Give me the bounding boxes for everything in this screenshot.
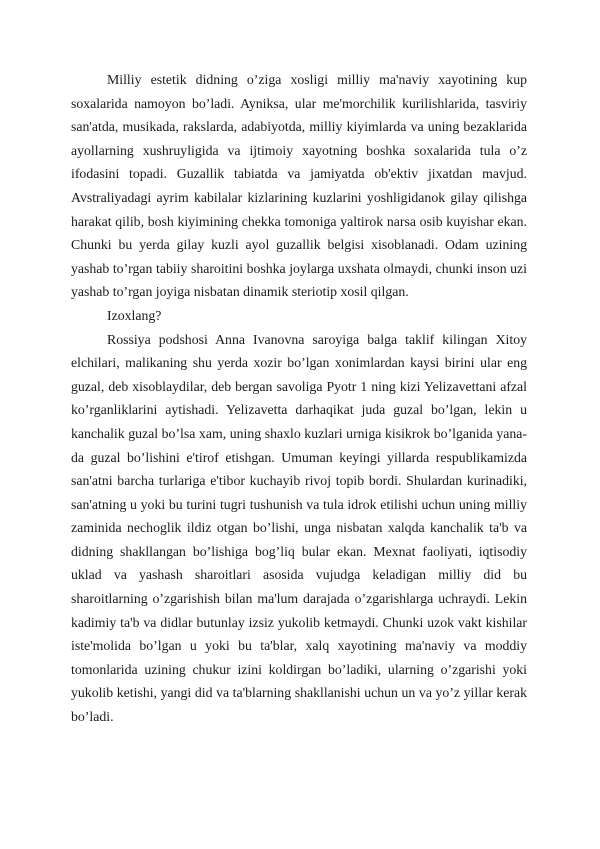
document-body	[71, 68, 527, 729]
paragraph-milliy-estetik: Milliy estetik didning o’ziga xosligi milliy ma'naviy xayotining kup soxalarida namoyon bo’ladi. Ayniksa, ular me'morchilik kurilishlarida, tasviriy san'atda, musikada, rakslarda, adabiyotda, milliy kiyimlarda va uning bezaklarida ayollarning xushruyligida va ijtimoiy xayotning boshka soxalarida tula o’z ifodasini topadi. Guzallik tabiatda va jamiyatda ob'ektiv jixatdan mavjud. Avstraliyadagi ayrim kabilalar kizlarining kuzlarini yoshligidanok gilay qilishga harakat qilib, bosh kiyimining chekka tomoniga yaltirok narsa osib kuyishar ekan. Chunki bu yerda gilay kuzli ayol guzallik belgisi xisoblanadi. Odam uzining yashab to’rgan tabiiy sharoitini boshka joylarga uxshata olmaydi, chunki inson uzi yashab to’rgan joyiga nisbatan dinamik steriotip xosil qilgan.	[71, 72, 527, 300]
paragraph-izoxlang: Izoxlang?	[107, 307, 162, 323]
paragraph-rossiya-podshosi: Rossiya podshosi Anna Ivanovna saroyiga balga taklif kilingan Xitoy elchilari, malikaning shu yerda xozir bo’lgan xonimlardan kaysi birini ular eng guzal, deb xisoblaydilar, deb bergan savoliga Pyotr 1 ning kizi Yelizavettani afzal ko’rganliklarini aytishadi. Yelizavetta darhaqikat juda guzal bo’lgan, lekin u kanchalik guzal bo’lsa xam, uning shaxlo kuzlari urniga kisikrok bo’lganida yana-da guzal bo’lishini e'tirof etishgan. Umuman keyingi yillarda respublikamizda san'atni barcha turlariga e'tibor kuchayib rivoj topib bordi. Shulardan kurinadiki, san'atning u yoki bu turini tugri tushunish va tula idrok etilishi uchun uning milliy zaminida nechoglik ildiz otgan bo’lishi, unga nisbatan xalqda kanchalik ta'b va didning shakllangan bo’lishiga bog’liq bular ekan. Mexnat faoliyati, iqtisodiy uklad va yashash sharoitlari asosida vujudga keladigan milliy did bu sharoitlarning o’zgarishish bilan ma'lum darajada o’zgarishlarga uchraydi. Lekin kadimiy ta'b va didlar butunlay izsiz yukolib ketmaydi. Chunki uzok vakt kishilar iste'molida bo’lgan u yoki bu ta'blar, xalq xayotining ma'naviy va moddiy tomonlarida uzining chukur izini koldirgan bo’ladiki, ularning o’zgarishi yoki yukolib ketishi, yangi did va ta'blarning shakllanishi uchun un va yo’z yillar kerak bo’ladi.	[71, 331, 527, 725]
